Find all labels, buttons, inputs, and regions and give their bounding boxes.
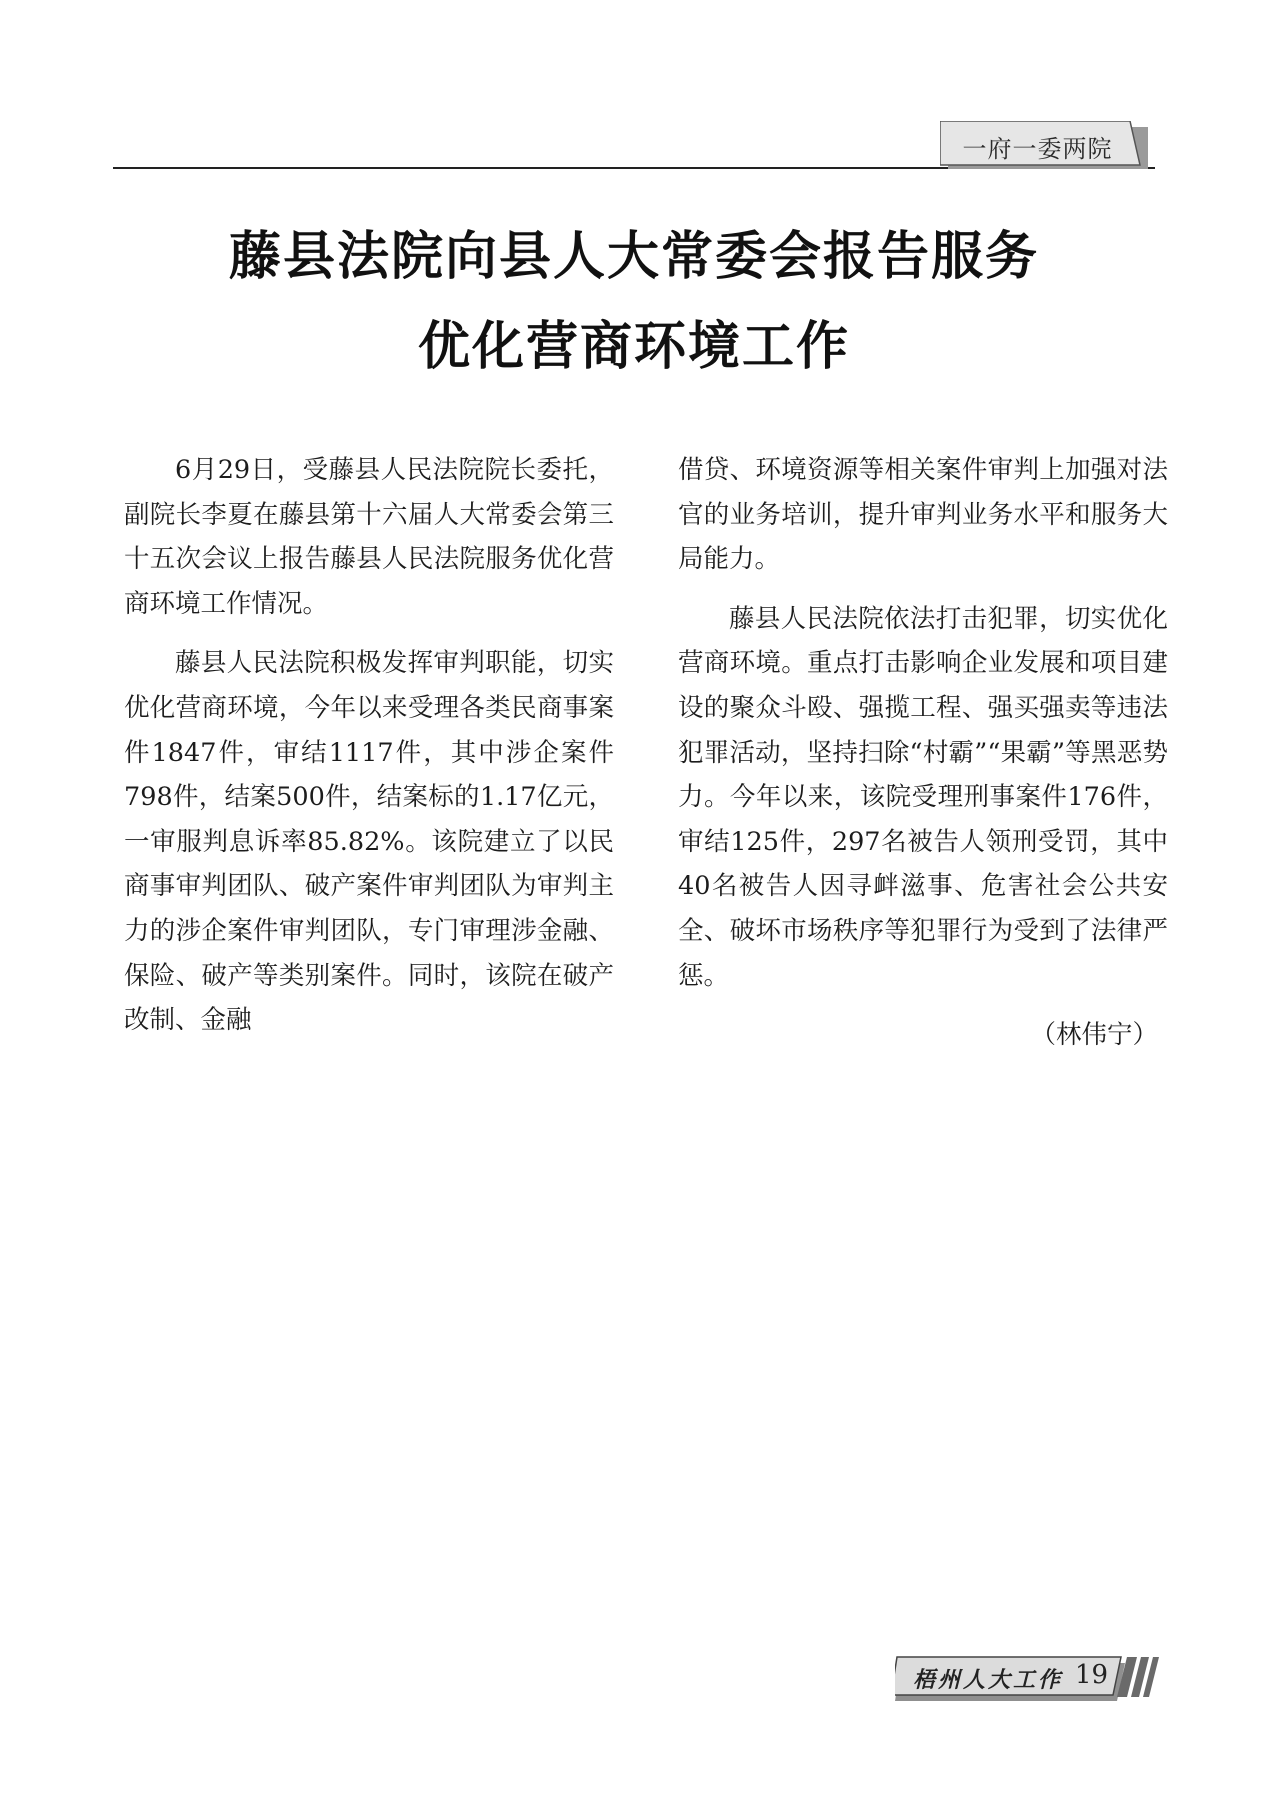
footer — [895, 1655, 1165, 1701]
section-tab — [940, 121, 1155, 169]
section-label: 一府一委两院 — [962, 135, 1113, 163]
article-title-line-2: 优化营商环境工作 — [417, 317, 850, 377]
page-number: 19 — [1075, 1660, 1109, 1690]
paragraph: 藤县人民法院依法打击犯罪，切实优化营商环境。重点打击影响企业发展和项目建设的聚众斗殴、强揽工程、强买强卖等违法犯罪活动，坚持扫除“村霸”“果霸”等黑恶势力。今年以来，该院受理刑事案件176件，审结125件，297名被告人领刑受罚，其中40名被告人因寻衅滋事、危害社会公共安全、破坏市场秩序等犯罪行为受到了法律严惩。 — [678, 603, 1168, 991]
left-column — [124, 448, 614, 1058]
right-column — [678, 448, 1168, 1073]
article-title — [113, 212, 1155, 392]
paragraph: 6月29日，受藤县人民法院院长委托，副院长李夏在藤县第十六届人大常委会第三十五次会议上报告藤县人民法院服务优化营商环境工作情况。 — [124, 455, 614, 619]
article-title-line-1: 藤县法院向县人大常委会报告服务 — [228, 227, 1039, 287]
paragraph-continued: 借贷、环境资源等相关案件审判上加强对法官的业务培训，提升审判业务水平和服务大局能力。 — [678, 455, 1168, 575]
author-signature: （林伟宁） — [1030, 1020, 1158, 1051]
journal-title: 梧州人大工作 — [913, 1668, 1064, 1693]
paragraph: 藤县人民法院积极发挥审判职能，切实优化营商环境，今年以来受理各类民商事案件1847件，审结1117件，其中涉企案件798件，结案500件，结案标的1.17亿元，一审服判息诉率85.82%。该院建立了以民商事审判团队、破产案件审判团队为审判主力的涉企案件审判团队，专门审理涉金融、保险、破产等类别案件。同时，该院在破产改制、金融 — [124, 648, 614, 1036]
